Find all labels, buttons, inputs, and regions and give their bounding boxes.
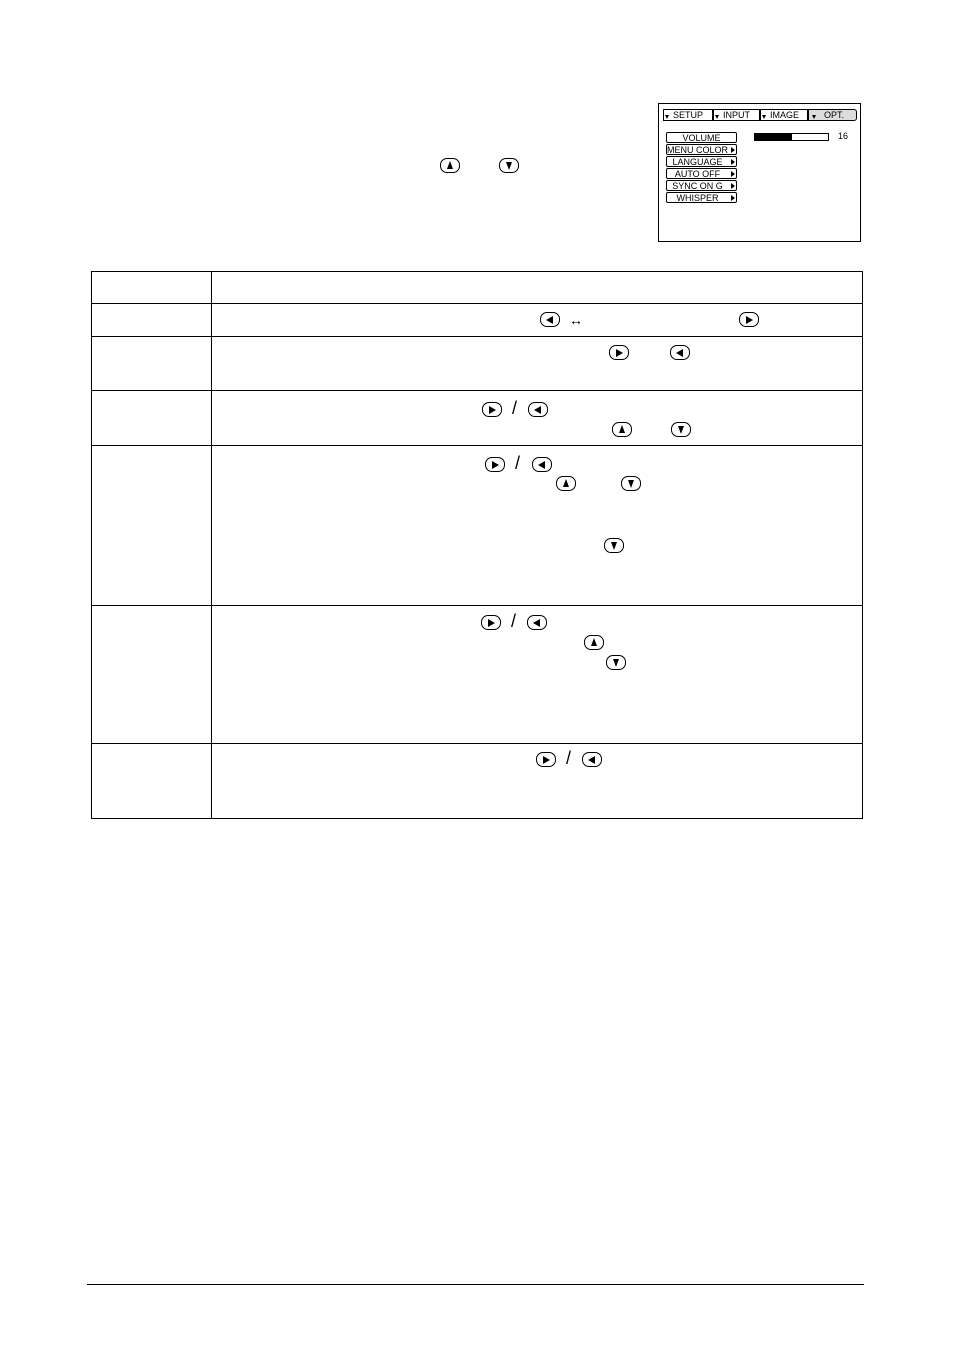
menu-item-sync-on-g[interactable] <box>666 180 737 191</box>
tab-label: SETUP <box>673 110 704 120</box>
down-button-icon <box>606 655 626 670</box>
menu-item-label: WHISPER <box>676 193 719 203</box>
up-button-icon <box>440 158 460 173</box>
down-button-icon <box>604 538 624 553</box>
down-button-icon <box>621 476 641 491</box>
right-button-icon <box>485 457 505 472</box>
caret-down-icon <box>812 115 816 119</box>
tab-label: IMAGE <box>770 110 800 120</box>
menu-item-language[interactable] <box>666 156 737 167</box>
submenu-arrow-icon <box>731 159 735 165</box>
osd-menu <box>658 103 861 242</box>
separator-slash: / <box>512 398 518 418</box>
menu-item-auto-off[interactable] <box>666 168 737 179</box>
tab-label: INPUT <box>723 110 750 120</box>
menu-item-menu-color[interactable] <box>666 144 737 155</box>
caret-down-icon <box>665 115 669 119</box>
down-button-icon <box>499 158 519 173</box>
separator-slash: / <box>566 748 572 768</box>
option-table <box>91 271 863 819</box>
caret-down-icon <box>715 115 719 119</box>
menu-item-label: AUTO OFF <box>674 169 721 179</box>
right-button-icon <box>482 402 502 417</box>
left-button-icon <box>670 345 690 360</box>
menu-item-label: VOLUME <box>682 133 721 143</box>
menu-item-whisper[interactable] <box>666 192 737 203</box>
left-button-icon <box>528 402 548 417</box>
right-button-icon <box>536 752 556 767</box>
volume-bar-fill <box>755 134 792 140</box>
menu-item-label: MENU COLOR <box>667 145 729 155</box>
up-button-icon <box>612 422 632 437</box>
tab-input[interactable] <box>713 109 760 121</box>
left-button-icon <box>582 752 602 767</box>
volume-bar[interactable] <box>754 133 829 141</box>
submenu-arrow-icon <box>731 171 735 177</box>
left-button-icon <box>532 457 552 472</box>
footer-rule <box>87 1284 864 1285</box>
submenu-arrow-icon <box>731 147 735 153</box>
tab-image[interactable] <box>760 109 808 121</box>
submenu-arrow-icon <box>731 195 735 201</box>
tab-setup[interactable] <box>663 109 713 121</box>
caret-down-icon <box>762 115 766 119</box>
left-button-icon <box>527 615 547 630</box>
right-button-icon <box>481 615 501 630</box>
tab-label: OPT. <box>824 110 845 120</box>
submenu-arrow-icon <box>731 183 735 189</box>
volume-value: 16 <box>838 131 849 141</box>
right-button-icon <box>609 345 629 360</box>
menu-item-volume[interactable] <box>666 132 737 143</box>
separator-slash: / <box>515 453 521 473</box>
up-button-icon <box>584 635 604 650</box>
right-button-icon <box>739 312 759 327</box>
down-button-icon <box>671 422 691 437</box>
tab-opt[interactable] <box>808 109 857 121</box>
left-button-icon <box>540 312 560 327</box>
menu-item-label: SYNC ON G <box>672 181 723 191</box>
up-button-icon <box>556 476 576 491</box>
left-right-arrow-icon: ↔ <box>569 312 583 328</box>
separator-slash: / <box>511 611 517 631</box>
menu-item-label: LANGUAGE <box>672 157 723 167</box>
